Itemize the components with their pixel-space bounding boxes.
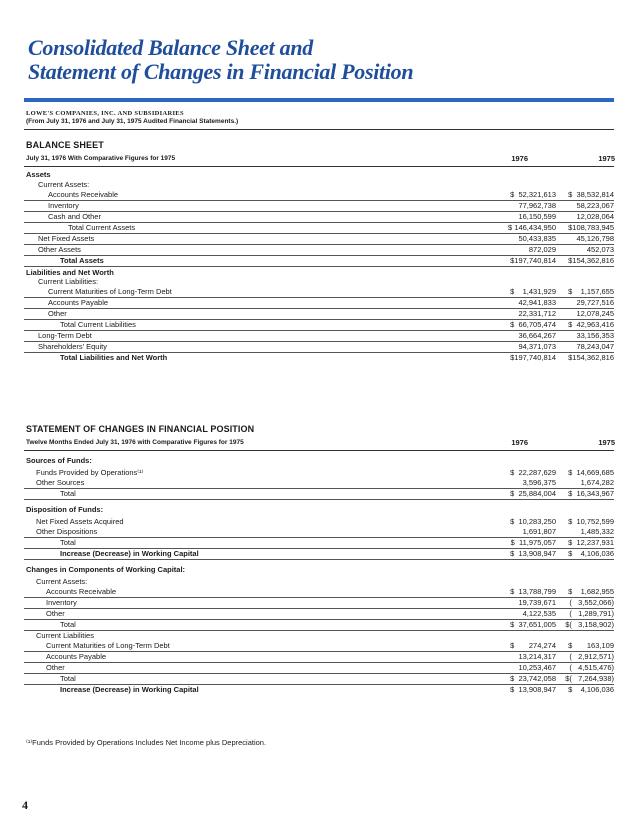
cs-row xyxy=(24,685,614,695)
cs-row xyxy=(24,663,614,674)
cs-row-value-1975: $ 14,669,685 xyxy=(568,468,614,477)
bs-row-label: Shareholders' Equity xyxy=(38,342,107,351)
bs-row-value-1975: $ 42,963,416 xyxy=(568,320,614,329)
cs-row-value-1976: 1,691,807 xyxy=(522,527,556,536)
balance-sheet-heading: BALANCE SHEET xyxy=(26,140,104,150)
cs-row xyxy=(24,549,614,560)
cs-row xyxy=(24,478,614,489)
balance-col-1976: 1976 xyxy=(511,154,528,163)
balance-sheet-subheading: July 31, 1976 With Comparative Figures for 1975 xyxy=(26,155,176,162)
cs-row-label: Disposition of Funds: xyxy=(26,505,104,514)
cs-row-label: Other xyxy=(46,663,65,672)
bs-row xyxy=(24,298,614,309)
cs-row xyxy=(24,674,614,685)
cs-row-value-1975: $ 12,237,931 xyxy=(568,538,614,547)
bs-row-value-1975: 29,727,516 xyxy=(576,298,614,307)
bs-row-value-1975: $ 1,157,655 xyxy=(568,287,614,296)
cs-row-label: Other Dispositions xyxy=(36,527,98,536)
cs-row-label: Net Fixed Assets Acquired xyxy=(36,517,124,526)
bs-row-value-1976: 872,029 xyxy=(528,245,556,254)
cs-row-value-1976: 19,739,671 xyxy=(518,598,556,607)
cs-row-value-1976: $ 13,908,947 xyxy=(510,685,556,694)
cs-row-value-1976: $ 274,274 xyxy=(510,641,556,650)
bs-row-label: Assets xyxy=(26,170,51,179)
cs-row-value-1976: $ 13,788,799 xyxy=(510,587,556,596)
bs-row-value-1975: 12,078,245 xyxy=(576,309,614,318)
cs-row xyxy=(24,598,614,609)
cs-row-label: Changes in Components of Working Capital: xyxy=(26,565,186,574)
cs-row-value-1975: 1,674,282 xyxy=(580,478,614,487)
bs-row-value-1975: 452,073 xyxy=(586,245,614,254)
bs-row-label: Accounts Receivable xyxy=(48,190,119,199)
bs-row xyxy=(24,320,614,331)
bs-row-value-1976: $197,740,814 xyxy=(510,256,556,265)
cs-row-value-1976: $ 10,283,250 xyxy=(510,517,556,526)
source-note: (From July 31, 1976 and July 31, 1975 Audited Financial Statements.) xyxy=(26,118,239,125)
cs-row-value-1976: 3,596,375 xyxy=(522,478,556,487)
cs-row xyxy=(24,641,614,652)
bs-row-value-1976: $ 146,434,950 xyxy=(508,223,556,232)
company-name: LOWE'S COMPANIES, INC. AND SUBSIDIARIES xyxy=(26,110,184,117)
changes-header-rule xyxy=(24,450,614,451)
bs-row xyxy=(24,223,614,234)
cs-row-value-1976: $ 22,287,629 xyxy=(510,468,556,477)
bs-row-value-1976: 50,433,835 xyxy=(518,234,556,243)
cs-row-value-1975: $ 163,109 xyxy=(568,641,614,650)
cs-row-label: Funds Provided by Operations⁽¹⁾ xyxy=(36,468,144,477)
cs-row xyxy=(24,538,614,549)
bs-row-label: Liabilities and Net Worth xyxy=(26,268,114,277)
bs-row xyxy=(24,353,614,363)
bs-row xyxy=(24,277,614,287)
cs-row-value-1975: $( 3,158,902) xyxy=(565,620,614,629)
bs-row-label: Net Fixed Assets xyxy=(38,234,95,243)
bs-row-label: Other Assets xyxy=(38,245,81,254)
bs-row-value-1976: $197,740,814 xyxy=(510,353,556,362)
bs-row-value-1975: 58,223,067 xyxy=(576,201,614,210)
cs-row-value-1975: 1,485,332 xyxy=(580,527,614,536)
cs-row-value-1975: $ 4,106,036 xyxy=(568,549,614,558)
bs-row xyxy=(24,212,614,223)
cs-row-value-1975: ( 4,515,476) xyxy=(569,663,614,672)
cs-row xyxy=(24,527,614,538)
cs-row-label: Current Liabilities xyxy=(36,631,94,640)
cs-row-label: Current Assets: xyxy=(36,577,88,586)
bs-row xyxy=(24,331,614,342)
cs-row-label: Sources of Funds: xyxy=(26,456,92,465)
cs-row-value-1975: $ 16,343,967 xyxy=(568,489,614,498)
bs-row-value-1976: 36,664,267 xyxy=(518,331,556,340)
cs-row xyxy=(24,517,614,527)
bs-row-label: Current Maturities of Long-Term Debt xyxy=(48,287,172,296)
balance-header-rule xyxy=(24,166,614,167)
cs-row-value-1975: ( 1,289,791) xyxy=(569,609,614,618)
bs-row xyxy=(24,287,614,298)
bs-row-label: Total Assets xyxy=(60,256,104,265)
cs-row-value-1976: $ 25,884,004 xyxy=(510,489,556,498)
bs-row-label: Other xyxy=(48,309,67,318)
changes-heading: STATEMENT OF CHANGES IN FINANCIAL POSITION xyxy=(26,424,255,434)
document-title xyxy=(28,36,413,84)
bs-row-label: Current Assets: xyxy=(38,180,90,189)
cs-row-value-1976: $ 37,651,005 xyxy=(510,620,556,629)
divider xyxy=(24,129,614,130)
bs-row-value-1976: 94,371,073 xyxy=(518,342,556,351)
bs-row-label: Cash and Other xyxy=(48,212,101,221)
bs-row-label: Total Current Liabilities xyxy=(60,320,136,329)
cs-row-value-1976: $ 13,908,947 xyxy=(510,549,556,558)
bs-row-label: Accounts Payable xyxy=(48,298,109,307)
cs-row xyxy=(24,587,614,598)
cs-row-label: Total xyxy=(60,489,76,498)
cs-row-value-1976: $ 11,975,057 xyxy=(510,538,556,547)
bs-row-value-1976: 22,331,712 xyxy=(518,309,556,318)
bs-row-value-1975: 78,243,047 xyxy=(576,342,614,351)
cs-row-label: Accounts Payable xyxy=(46,652,107,661)
title-line-2: Statement of Changes in Financial Position xyxy=(28,59,414,84)
cs-row-label: Accounts Receivable xyxy=(46,587,117,596)
cs-row-label: Other Sources xyxy=(36,478,85,487)
cs-row-label: Total xyxy=(60,538,76,547)
cs-row-label: Increase (Decrease) in Working Capital xyxy=(60,549,199,558)
cs-row xyxy=(24,505,614,515)
page-number: 4 xyxy=(22,798,28,812)
bs-row-value-1975: 45,126,798 xyxy=(576,234,614,243)
bs-row-label: Inventory xyxy=(48,201,79,210)
cs-row-label: Current Maturities of Long-Term Debt xyxy=(46,641,170,650)
cs-row-value-1976: 4,122,535 xyxy=(522,609,556,618)
cs-row-label: Total xyxy=(60,620,76,629)
bs-row xyxy=(24,245,614,256)
cs-row xyxy=(24,609,614,620)
cs-row-value-1976: 10,253,467 xyxy=(518,663,556,672)
bs-row-value-1975: $154,362,816 xyxy=(568,256,614,265)
title-rule xyxy=(24,98,614,102)
cs-row-value-1976: $ 23,742,058 xyxy=(510,674,556,683)
cs-row-value-1975: $( 7,264,938) xyxy=(565,674,614,683)
cs-row xyxy=(24,652,614,663)
footnote: ⁽¹⁾Funds Provided by Operations Includes Net Income plus Depreciation. xyxy=(26,738,267,747)
cs-row-value-1975: $ 10,752,599 xyxy=(568,517,614,526)
cs-row-value-1976: 13,214,317 xyxy=(518,652,556,661)
cs-row xyxy=(24,468,614,478)
bs-row-value-1975: $108,783,945 xyxy=(568,223,614,232)
cs-row xyxy=(24,620,614,631)
balance-col-1975: 1975 xyxy=(598,154,615,163)
cs-row xyxy=(24,456,614,466)
bs-row-label: Total Liabilities and Net Worth xyxy=(60,353,168,362)
cs-row xyxy=(24,489,614,500)
changes-col-1975: 1975 xyxy=(598,438,615,447)
bs-row xyxy=(24,309,614,320)
bs-row-value-1976: 77,962,738 xyxy=(518,201,556,210)
bs-row-value-1975: 33,156,353 xyxy=(576,331,614,340)
bs-row-label: Long-Term Debt xyxy=(38,331,92,340)
changes-col-1976: 1976 xyxy=(511,438,528,447)
bs-row-value-1976: 42,941,833 xyxy=(518,298,556,307)
bs-row xyxy=(24,170,614,180)
bs-row xyxy=(24,201,614,212)
bs-row-value-1976: 16,150,599 xyxy=(518,212,556,221)
bs-row-value-1975: $154,362,816 xyxy=(568,353,614,362)
bs-row-label: Total Current Assets xyxy=(68,223,136,232)
bs-row-value-1975: 12,028,064 xyxy=(576,212,614,221)
bs-row xyxy=(24,342,614,353)
bs-row xyxy=(24,190,614,201)
cs-row xyxy=(24,565,614,575)
cs-row-label: Other xyxy=(46,609,65,618)
cs-row-value-1975: ( 3,552,066) xyxy=(569,598,614,607)
cs-row-value-1975: ( 2,912,571) xyxy=(569,652,614,661)
cs-row-label: Inventory xyxy=(46,598,77,607)
cs-row-value-1975: $ 1,682,955 xyxy=(568,587,614,596)
cs-row-value-1975: $ 4,106,036 xyxy=(568,685,614,694)
title-line-1: Consolidated Balance Sheet and xyxy=(28,35,313,60)
bs-row xyxy=(24,256,614,267)
changes-subheading: Twelve Months Ended July 31, 1976 with Comparative Figures for 1975 xyxy=(26,439,244,446)
bs-row xyxy=(24,180,614,190)
bs-row-value-1976: $ 66,705,474 xyxy=(510,320,556,329)
bs-row-label: Current Liabilities: xyxy=(38,277,99,286)
bs-row xyxy=(24,234,614,245)
bs-row-value-1976: $ 1,431,929 xyxy=(510,287,556,296)
cs-row xyxy=(24,631,614,641)
cs-row xyxy=(24,577,614,587)
bs-row-value-1975: $ 38,532,814 xyxy=(568,190,614,199)
bs-row-value-1976: $ 52,321,613 xyxy=(510,190,556,199)
cs-row-label: Total xyxy=(60,674,76,683)
cs-row-label: Increase (Decrease) in Working Capital xyxy=(60,685,199,694)
